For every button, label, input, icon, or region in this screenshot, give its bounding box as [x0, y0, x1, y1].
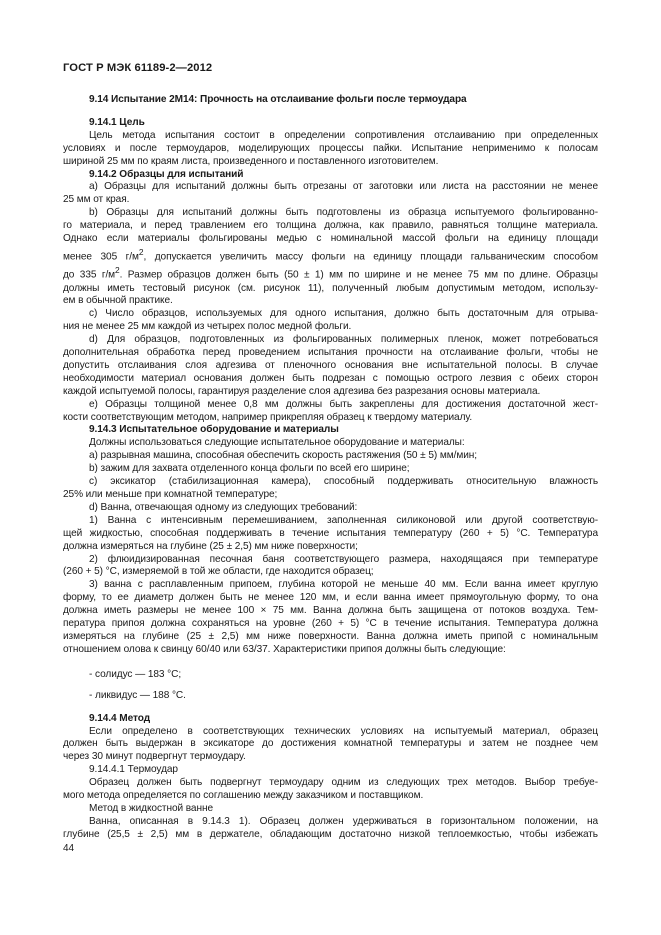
text-line: должна иметь размеры не менее 100 × 75 мм. Ванна должна быть защищена от потоков воздуха. Тем-	[63, 605, 598, 617]
text-line: допустить отслаивания слоя адгезива от пленочного основания вне испытательной полосы. В случае	[63, 359, 598, 371]
subsection-heading-9-14-4: 9.14.4 Метод	[89, 712, 151, 724]
text-line: 1) Ванна с интенсивным перемешиванием, заполненная силиконовой или другой соответствую-	[89, 514, 598, 526]
text-line: 3) ванна с расплавленным припоем, глубина которой не меньше 40 мм. Если ванна имеет круглую	[89, 579, 598, 591]
text-line: d) Для образцов, подготовленных из фольгированных полимерных пленок, может потребоваться	[89, 334, 598, 346]
text-line: d) Ванна, отвечающая одному из следующих требований:	[89, 501, 358, 513]
text-line: через 30 минут подвергнут термоудару.	[63, 751, 246, 763]
text-line: a) разрывная машина, способная обеспечить скорость растяжения (50 ± 5) мм/мин;	[89, 450, 477, 462]
text-line	[63, 264, 598, 282]
text-line: ем в обычной практике.	[63, 295, 173, 307]
text-line: e) Образцы толщиной менее 0,8 мм должны быть закреплены для достижения достаточной жест-	[89, 398, 598, 410]
superscript: 2	[138, 246, 144, 257]
text-line: должна измеряться на глубине (25 ± 2,5) мм ниже поверхности;	[63, 540, 358, 552]
text-line: Должны использоваться следующие испытательное оборудование и материалы:	[89, 437, 465, 449]
text-line: условиях и после термоударов, моделирующих процессы пайки. Испытание неприменимо к полосам	[63, 142, 598, 154]
text-line	[63, 246, 598, 264]
section-heading-9-14: 9.14 Испытание 2М14: Прочность на отслаивание фольги после термоудара	[89, 94, 467, 105]
text-line: Ванна, описанная в 9.14.3 1). Образец должен удерживаться в горизонтальном положении, на	[89, 815, 598, 827]
text-fragment: менее 305 г/м	[63, 251, 139, 263]
text-line: дополнительная обработка перед проведением испытания прочности на отслаивание фольги, чтобы не	[63, 347, 598, 359]
text-line: форму, то ее диаметр должен быть не менее 120 мм, и если ванна имеет прямоугольную форму, то она	[63, 592, 598, 604]
text-line: глубине (25,5 ± 2,5) мм в держателе, обладающим достаточно низкой теплоемкостью, чтобы избежать	[63, 828, 598, 840]
text-line: ния не менее 25 мм каждой из четырех полос медной фольги.	[63, 321, 352, 333]
text-line: пература припоя должна сохраняться на уровне (260 + 5) °С в течение испытания. Температура должна	[63, 618, 598, 630]
text-line: мого метода определяется по соглашению между заказчиком и поставщиком.	[63, 790, 424, 802]
text-line: необходимости материал основания должен быть подрезан с помощью острого лезвия с обеих сторон	[63, 372, 598, 384]
document-header: ГОСТ Р МЭК 61189-2—2012	[63, 62, 213, 74]
method-heading: Метод в жидкостной ванне	[89, 802, 213, 814]
text-line: Если определено в соответствующих технических условиях на испытуемый материал, образец	[89, 725, 598, 737]
text-line: Образец должен быть подвергнут термоудару одним из следующих трех методов. Выбор требуе-	[89, 777, 598, 789]
text-line: (260 + 5) °С, измеряемой в той же области, где находится образец;	[63, 566, 374, 578]
subsection-heading-9-14-1: 9.14.1 Цель	[89, 116, 145, 128]
text-line: щей жидкостью, способная поддерживать в течение испытания температуру (260 + 5) °С. Температура	[63, 527, 598, 539]
superscript: 2	[115, 265, 120, 276]
text-line: го материала, и перед травлением его толщина должна, как правило, равняться толщине материала.	[63, 220, 598, 232]
text-line: c) эксикатор (стабилизационная камера), способный поддерживать относительную влажность	[89, 476, 598, 488]
document-body	[63, 94, 598, 842]
list-item-liquidus: - ликвидус — 188 °С.	[89, 689, 186, 701]
subsection-heading-9-14-2: 9.14.2 Образцы для испытаний	[89, 168, 244, 180]
text-line: Цель метода испытания состоит в определении сопротивления отслаиванию при определенных	[89, 129, 598, 141]
text-line: c) Число образцов, используемых для одного испытания, должно быть достаточным для отрыва-	[89, 308, 598, 320]
text-line: Однако если материалы фольгированы медью с номинальной массой фольги на единицу площади	[63, 233, 598, 245]
text-line: кости соответствующим методом, например прикрепляя образец к твердому материалу.	[63, 411, 473, 423]
text-fragment: . Размер образцов должен быть (50 ± 1) мм по ширине и не менее 75 мм по длине. Образцы	[119, 269, 598, 281]
page-number: 44	[63, 843, 75, 854]
text-line: каждой испытуемой полосы, гарантируя разделение слоя адгезива без разрезания основы материала.	[63, 385, 541, 397]
text-line: 25% или меньше при комнатной температуре;	[63, 489, 278, 500]
subsection-heading-9-14-3: 9.14.3 Испытательное оборудование и материалы	[89, 424, 339, 436]
text-line: a) Образцы для испытаний должны быть отрезаны от заготовки или листа на расстоянии не менее	[89, 181, 598, 193]
text-line: шириной 25 мм по краям листа, произведенного и поставленного изготовителем.	[63, 155, 439, 167]
text-line: 2) флюидизированная песочная баня соответствующего размера, находящаяся при температуре	[89, 553, 598, 565]
list-item-solidus: - солидус — 183 °С;	[89, 668, 182, 680]
text-fragment: , допускается увеличить массу фольги на единицу площади гальваническим способом	[143, 251, 598, 263]
subsection-heading-9-14-4-1: 9.14.4.1 Термоудар	[89, 764, 178, 776]
text-line: должны иметь тестовый рисунок (см. рисунок 11), полученный любым допустимым методом, использу-	[63, 282, 598, 294]
text-fragment: до 335 г/м	[63, 269, 116, 281]
text-line: должен быть выдержан в эксикаторе до достижения комнатной температуры и затем не позднее чем	[63, 738, 598, 750]
text-line: измеряться на глубине (25 ± 2,5) мм ниже поверхности. Ванна должна иметь припой с номинальным	[63, 630, 598, 642]
text-line: b) зажим для захвата отделенного конца фольги по всей его ширине;	[89, 463, 410, 475]
text-line: 25 мм от края.	[63, 194, 130, 206]
text-line: отношением олова к свинцу 60/40 или 63/37. Характеристики припоя должны быть следующие:	[63, 643, 506, 655]
text-line: b) Образцы для испытаний должны быть подготовлены из образца испытуемого фольгированно-	[89, 207, 598, 219]
